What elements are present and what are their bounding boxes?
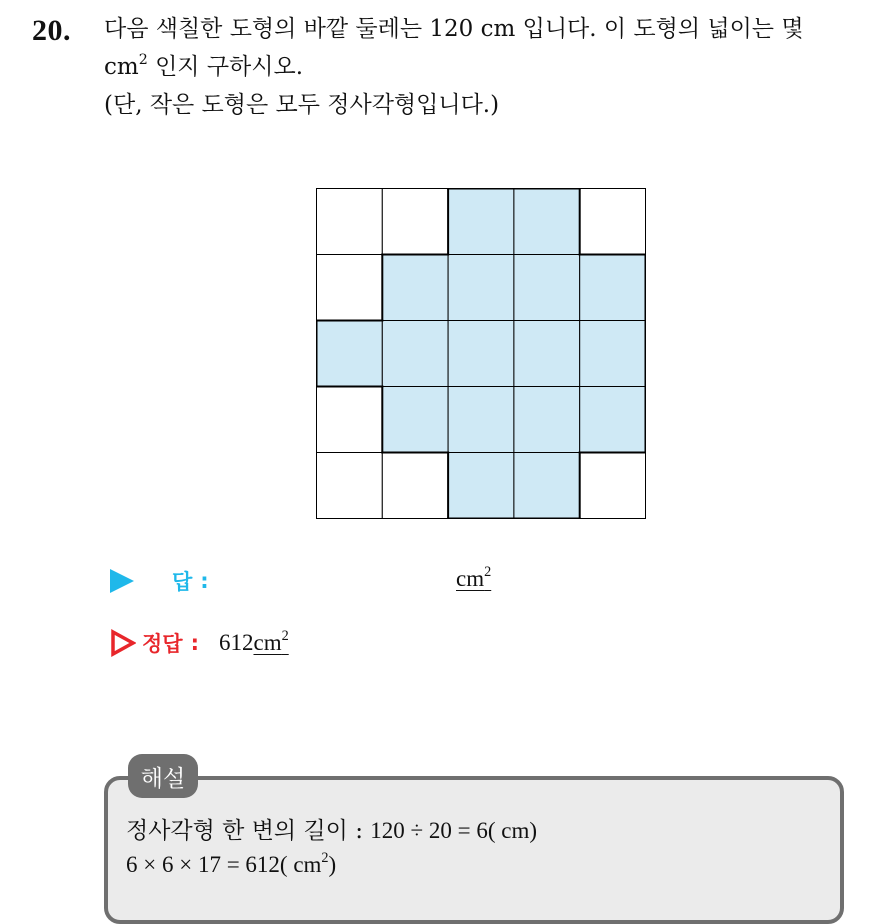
correct-answer-value: 612: [218, 630, 254, 655]
grid-cell: [580, 321, 646, 387]
answer-triangle-icon: [110, 569, 134, 593]
grid-cell: [448, 387, 514, 453]
grid-cell: [448, 189, 514, 255]
grid-cell: [580, 453, 646, 519]
grid-cell: [382, 321, 448, 387]
question-line-2: [104, 54, 303, 82]
correct-answer-unit-exponent: 2: [281, 628, 289, 645]
solution-line-1: [126, 812, 537, 845]
grid-cell: [514, 321, 580, 387]
correct-answer-unit: cm: [253, 630, 282, 655]
answer-unit: cm: [456, 566, 485, 591]
correct-answer-unit-wrap: [253, 630, 288, 656]
grid-cell: [382, 255, 448, 321]
grid-cell: [514, 189, 580, 255]
question-number: 20.: [32, 14, 71, 47]
question-line-2-text: 인지 구하시오.: [147, 54, 304, 80]
grid-cell: [448, 255, 514, 321]
grid-cell: [580, 255, 646, 321]
answer-row: [110, 566, 209, 596]
grid-cell: [580, 189, 646, 255]
question-line-1: 다음 색칠한 도형의 바깥 둘레는 120 cm 입니다. 이 도형의 넓이는 몇: [104, 16, 804, 42]
correct-answer-colon: :: [190, 631, 199, 655]
grid-cell: [514, 387, 580, 453]
grid-cell: [382, 387, 448, 453]
correct-answer-label: 정답: [142, 632, 183, 656]
grid-cell: [317, 189, 383, 255]
answer-label: 답: [172, 570, 193, 594]
grid-cell: [448, 321, 514, 387]
grid-cell: [317, 255, 383, 321]
solution-line-1-math: 120 ÷ 20 = 6( cm): [370, 818, 538, 843]
solution-line-2-close: ): [328, 852, 337, 877]
solution-line-2-math: 6 × 6 × 17 = 612( cm: [126, 852, 322, 877]
solution-line-2-exponent: 2: [321, 850, 329, 867]
solution-line-2: [126, 852, 336, 878]
grid-cell: [514, 453, 580, 519]
answer-unit-exponent: 2: [484, 564, 492, 581]
grid-cell: [317, 321, 383, 387]
grid-cell: [448, 453, 514, 519]
answer-unit-blank: [456, 566, 491, 592]
grid-cell: [580, 387, 646, 453]
grid-cell: [382, 189, 448, 255]
shaded-grid-figure: [316, 188, 646, 519]
solution-tab: 해설: [128, 754, 198, 798]
correct-answer-row: [110, 628, 289, 658]
grid-cell: [317, 387, 383, 453]
grid-cell: [382, 453, 448, 519]
grid-cell: [514, 255, 580, 321]
solution-line-1-text: 정사각형 한 변의 길이 :: [126, 818, 371, 844]
grid-cell: [317, 453, 383, 519]
correct-triangle-outline-icon: [110, 629, 136, 657]
answer-colon: :: [200, 569, 209, 593]
question-line-3: (단, 작은 도형은 모두 정사각형입니다.): [104, 92, 500, 118]
question-unit-exponent: 2: [138, 52, 148, 69]
solution-box: [104, 776, 844, 924]
question-unit: cm: [104, 54, 139, 80]
